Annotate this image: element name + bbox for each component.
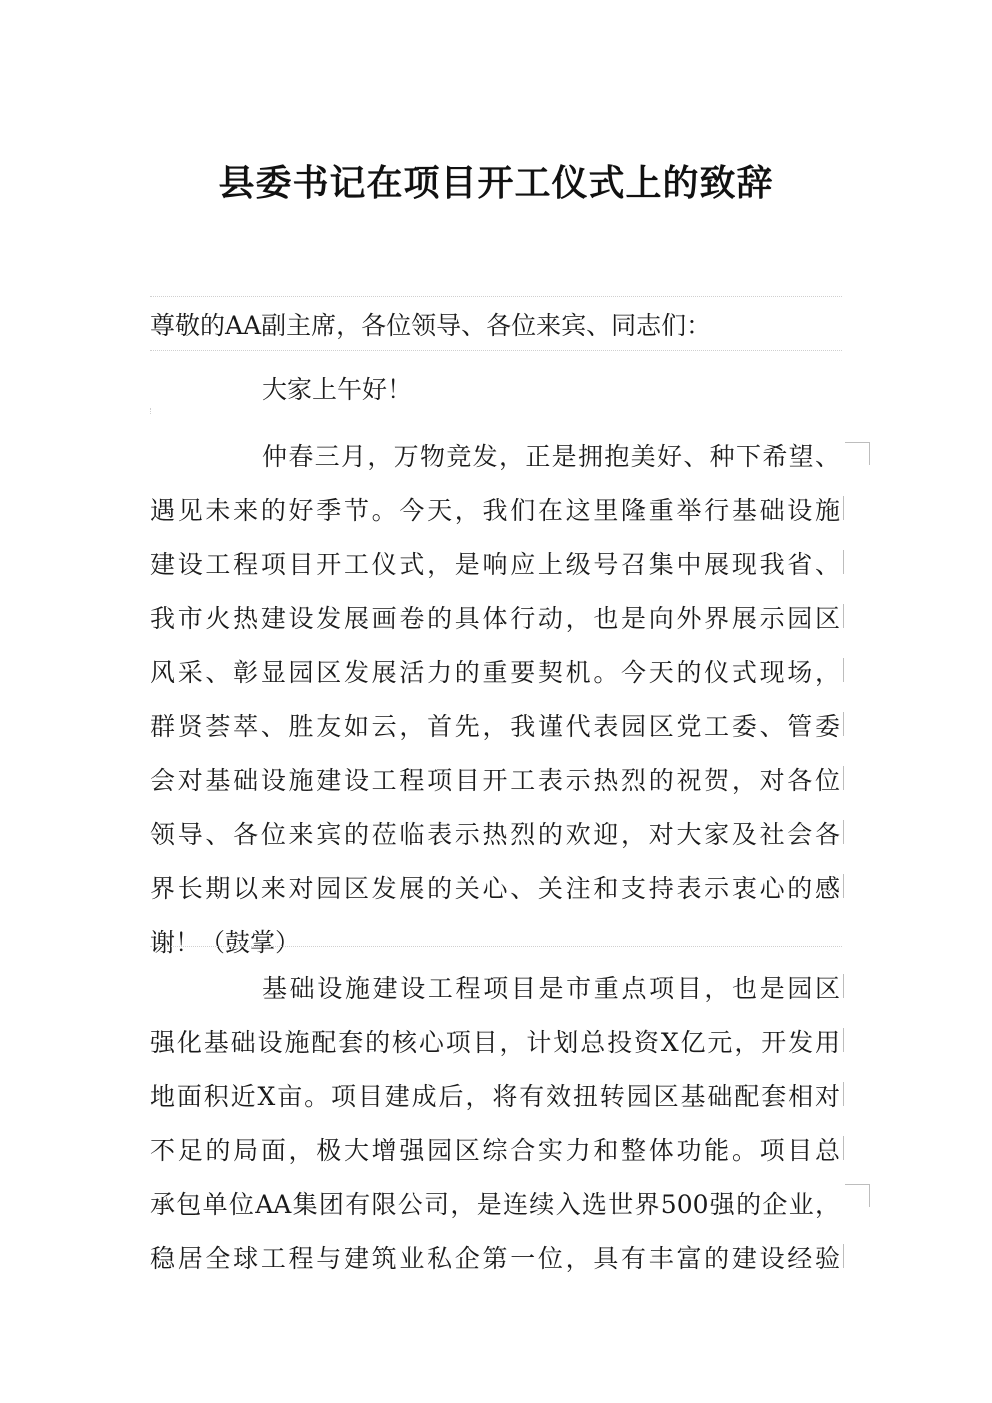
paragraph-line: 基础设施建设工程项目是市重点项目，也是园区 (262, 974, 840, 1003)
paragraph-line: 谢！（鼓掌） (150, 928, 301, 957)
line-end-mark (843, 550, 844, 574)
paragraph-boundary (150, 408, 151, 414)
paragraph-boundary (150, 946, 842, 947)
line-overflow-mark (845, 442, 870, 465)
paragraph-line: 稳居全球工程与建筑业私企第一位，具有丰富的建设经验 (150, 1244, 840, 1273)
paragraph-line: 建设工程项目开工仪式，是响应上级号召集中展现我省、 (150, 550, 840, 579)
paragraph-line: 遇见未来的好季节。今天，我们在这里隆重举行基础设施 (150, 496, 840, 525)
paragraph-line: 界长期以来对园区发展的关心、关注和支持表示衷心的感 (150, 874, 840, 903)
paragraph-line: 地面积近X亩。项目建成后，将有效扭转园区基础配套相对 (150, 1082, 840, 1111)
salutation: 尊敬的AA副主席，各位领导、各位来宾、同志们： (150, 311, 712, 340)
line-end-mark (843, 1136, 844, 1160)
paragraph-line: 会对基础设施建设工程项目开工表示热烈的祝贺，对各位 (150, 766, 840, 795)
paragraph-line: 群贤荟萃、胜友如云，首先，我谨代表园区党工委、管委 (150, 712, 840, 741)
paragraph-boundary (150, 296, 842, 297)
greeting: 大家上午好！ (262, 375, 413, 404)
line-end-mark (843, 604, 844, 628)
line-end-mark (843, 874, 844, 898)
line-end-mark (843, 1028, 844, 1052)
paragraph-boundary (150, 350, 842, 351)
paragraph-line: 不足的局面，极大增强园区综合实力和整体功能。项目总 (150, 1136, 840, 1165)
line-end-mark (843, 766, 844, 790)
line-end-mark (843, 1244, 844, 1268)
paragraph-line: 仲春三月，万物竞发，正是拥抱美好、种下希望、 (262, 442, 840, 471)
paragraph-line: 领导、各位来宾的莅临表示热烈的欢迎，对大家及社会各 (150, 820, 840, 849)
paragraph-line: 我市火热建设发展画卷的具体行动，也是向外界展示园区 (150, 604, 840, 633)
line-end-mark (843, 712, 844, 736)
line-end-mark (843, 974, 844, 998)
paragraph-line: 承包单位AA集团有限公司，是连续入选世界500强的企业， (150, 1190, 840, 1219)
line-end-mark (843, 1082, 844, 1106)
paragraph-line: 强化基础设施配套的核心项目，计划总投资X亿元，开发用 (150, 1028, 840, 1057)
line-end-mark (843, 496, 844, 520)
paragraph-line: 风采、彰显园区发展活力的重要契机。今天的仪式现场， (150, 658, 840, 687)
line-end-mark (843, 658, 844, 682)
line-overflow-mark (845, 1184, 870, 1207)
line-end-mark (843, 820, 844, 844)
document-title: 县委书记在项目开工仪式上的致辞 (218, 162, 774, 204)
